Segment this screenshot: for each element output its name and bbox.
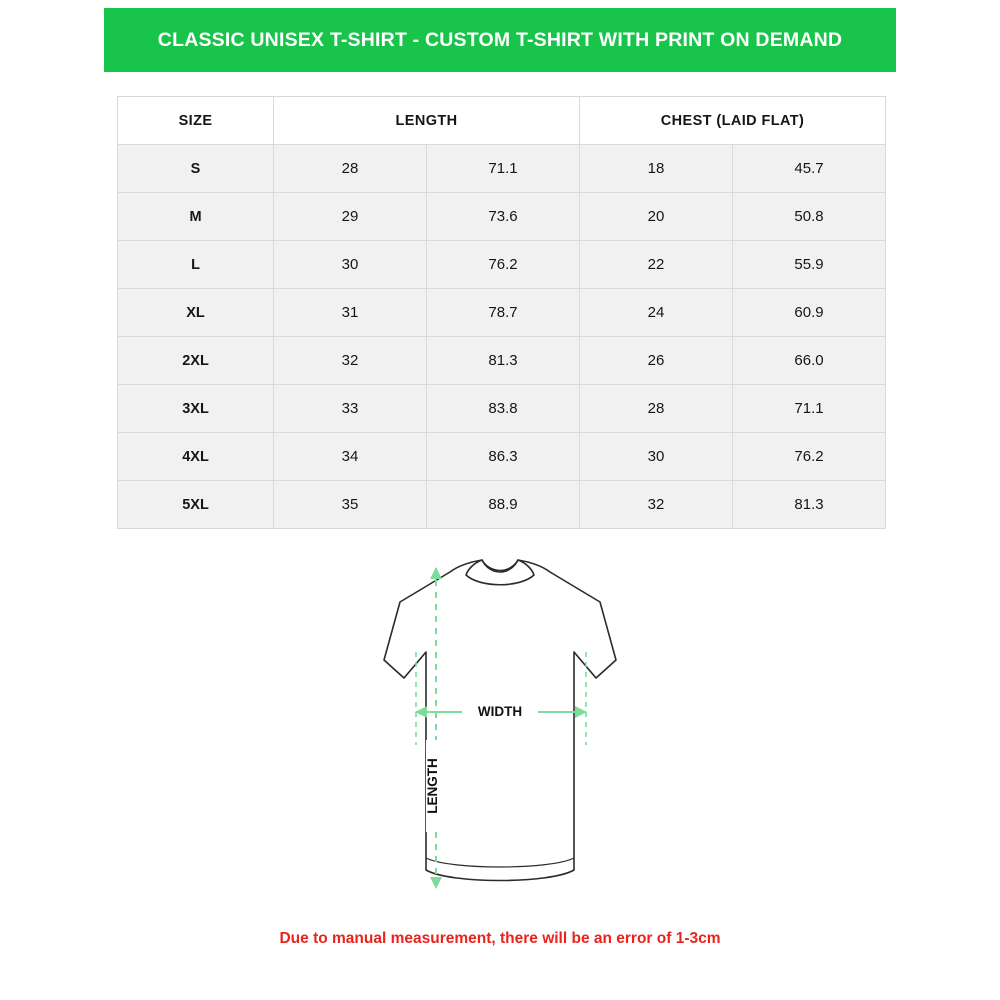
table-header [118, 97, 886, 145]
size-chart-container [117, 96, 885, 529]
table-body [118, 145, 886, 529]
cell-chest-in: 24 [580, 289, 733, 337]
cell-length-in: 31 [274, 289, 427, 337]
cell-size: L [118, 241, 274, 289]
cell-length-cm: 81.3 [427, 337, 580, 385]
measurement-disclaimer: Due to manual measurement, there will be an error of 1-3cm [279, 930, 721, 947]
cell-chest-cm: 55.9 [733, 241, 886, 289]
table-row [118, 241, 886, 289]
cell-length-in: 28 [274, 145, 427, 193]
cell-length-in: 33 [274, 385, 427, 433]
cell-chest-in: 26 [580, 337, 733, 385]
cell-chest-cm: 71.1 [733, 385, 886, 433]
cell-chest-cm: 50.8 [733, 193, 886, 241]
table-row [118, 145, 886, 193]
column-header-size: SIZE [118, 97, 274, 145]
tshirt-diagram [300, 540, 700, 930]
header-banner [104, 8, 896, 72]
table-header-row [118, 97, 886, 145]
cell-length-in: 35 [274, 481, 427, 529]
cell-length-cm: 86.3 [427, 433, 580, 481]
cell-length-cm: 88.9 [427, 481, 580, 529]
table-row [118, 289, 886, 337]
cell-chest-in: 32 [580, 481, 733, 529]
cell-chest-cm: 66.0 [733, 337, 886, 385]
cell-length-in: 34 [274, 433, 427, 481]
size-chart-table [117, 96, 886, 529]
cell-chest-cm: 81.3 [733, 481, 886, 529]
cell-length-cm: 83.8 [427, 385, 580, 433]
cell-chest-cm: 45.7 [733, 145, 886, 193]
cell-size: XL [118, 289, 274, 337]
column-header-length: LENGTH [274, 97, 580, 145]
cell-length-in: 30 [274, 241, 427, 289]
page-title: CLASSIC UNISEX T-SHIRT - CUSTOM T-SHIRT WITH PRINT ON DEMAND [157, 28, 843, 51]
cell-chest-in: 30 [580, 433, 733, 481]
table-row [118, 433, 886, 481]
cell-length-cm: 73.6 [427, 193, 580, 241]
cell-size: 3XL [118, 385, 274, 433]
column-header-chest: CHEST (LAID FLAT) [580, 97, 886, 145]
cell-length-in: 29 [274, 193, 427, 241]
cell-chest-in: 28 [580, 385, 733, 433]
cell-size: 2XL [118, 337, 274, 385]
cell-length-cm: 76.2 [427, 241, 580, 289]
width-label: WIDTH [477, 704, 523, 719]
table-row [118, 193, 886, 241]
table-row [118, 385, 886, 433]
cell-chest-cm: 76.2 [733, 433, 886, 481]
cell-size: 5XL [118, 481, 274, 529]
cell-chest-in: 18 [580, 145, 733, 193]
cell-chest-in: 20 [580, 193, 733, 241]
table-row [118, 481, 886, 529]
cell-chest-cm: 60.9 [733, 289, 886, 337]
cell-size: M [118, 193, 274, 241]
cell-length-in: 32 [274, 337, 427, 385]
cell-length-cm: 71.1 [427, 145, 580, 193]
length-label: LENGTH [425, 758, 440, 814]
cell-size: S [118, 145, 274, 193]
cell-chest-in: 22 [580, 241, 733, 289]
cell-size: 4XL [118, 433, 274, 481]
table-row [118, 337, 886, 385]
cell-length-cm: 78.7 [427, 289, 580, 337]
